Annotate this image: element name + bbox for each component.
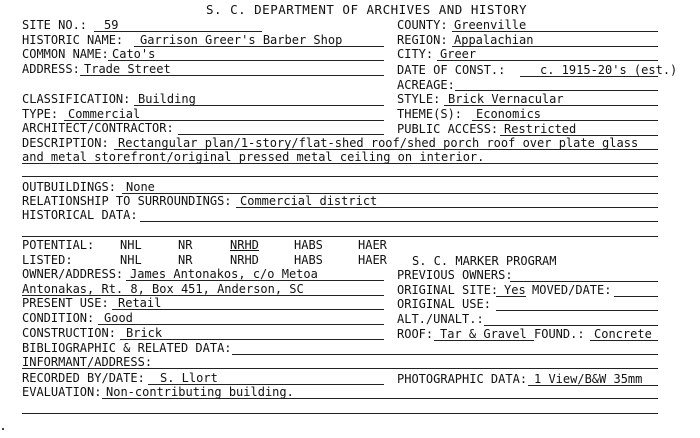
county-value: Greenville xyxy=(454,18,527,32)
common-name-label: COMMON NAME: xyxy=(22,47,109,61)
site-no-label: SITE NO.: xyxy=(22,18,88,32)
date-of-const-label: DATE OF CONST.: xyxy=(397,63,506,77)
alt-unalt-label: ALT./UNALT.: xyxy=(397,312,484,326)
historic-name-label: HISTORIC NAME: xyxy=(22,33,124,47)
potential-label: POTENTIAL: xyxy=(22,238,95,252)
informant-line xyxy=(22,368,658,369)
foundation-value: Concrete xyxy=(594,327,652,341)
photographic-value: 1 View/B&W 35mm xyxy=(534,372,643,386)
potential-nr: NR xyxy=(178,238,193,252)
owner-line-1: James Antonakos, c/o Metoa xyxy=(130,267,318,281)
form-title: S. C. DEPARTMENT OF ARCHIVES AND HISTORY xyxy=(206,2,528,17)
region-value: Appalachian xyxy=(454,33,534,47)
condition-label: CONDITION: xyxy=(22,311,95,325)
themes-line xyxy=(472,120,658,121)
alt-unalt-line xyxy=(484,325,658,326)
listed-nr: NR xyxy=(178,253,193,267)
site-no-line xyxy=(94,31,262,32)
public-access-label: PUBLIC ACCESS: xyxy=(397,122,499,136)
architect-label: ARCHITECT/CONTRACTOR: xyxy=(22,121,174,135)
listed-habs: HABS xyxy=(294,253,323,267)
historical-data-label: HISTORICAL DATA: xyxy=(22,208,138,222)
city-line xyxy=(437,60,658,61)
construction-value: Brick xyxy=(126,326,163,340)
original-site-value: Yes xyxy=(504,283,526,297)
region-label: REGION: xyxy=(397,33,448,47)
recorded-by-value: S. Llort xyxy=(160,371,218,385)
bibliographic-label: BIBLIOGRAPHIC & RELATED DATA: xyxy=(22,341,232,355)
listed-label: LISTED: xyxy=(22,253,73,267)
evaluation-label: EVALUATION: xyxy=(22,385,102,399)
historical-data-line-2 xyxy=(22,236,658,237)
owner-rule-1 xyxy=(126,280,384,281)
themes-value: Economics xyxy=(476,107,542,121)
construction-line xyxy=(120,339,384,340)
style-line xyxy=(444,105,658,106)
moved-date-line xyxy=(614,296,658,297)
original-use-line xyxy=(496,310,658,311)
moved-date-label: MOVED/DATE: xyxy=(532,283,612,297)
recorded-by-label: RECORDED BY/DATE: xyxy=(22,371,145,385)
outbuildings-label: OUTBUILDINGS: xyxy=(22,180,116,194)
relationship-line xyxy=(236,207,658,208)
relationship-label: RELATIONSHIP TO SURROUNDINGS: xyxy=(22,194,232,208)
potential-habs: HABS xyxy=(294,238,323,252)
roof-value: Tar & Gravel xyxy=(440,327,527,341)
original-site-line xyxy=(496,296,526,297)
foundation-label: FOUND.: xyxy=(534,327,585,341)
county-label: COUNTY: xyxy=(397,18,448,32)
site-no-value: 59 xyxy=(104,18,119,32)
date-of-const-value: c. 1915-20's (est.) xyxy=(540,63,678,77)
potential-nhl: NHL xyxy=(120,238,142,252)
evaluation-line xyxy=(102,398,658,399)
themes-label: THEME(S): xyxy=(397,107,463,121)
acreage-label: ACREAGE: xyxy=(397,78,455,92)
photographic-label: PHOTOGRAPHIC DATA: xyxy=(397,372,528,386)
region-line xyxy=(452,46,658,47)
historic-name-value: Garrison Greer's Barber Shop xyxy=(140,33,343,47)
acreage-line xyxy=(455,90,658,91)
condition-value: Good xyxy=(104,311,133,325)
classification-value: Building xyxy=(138,92,196,106)
condition-line xyxy=(98,324,384,325)
outbuildings-value: None xyxy=(126,180,155,194)
listed-haer: HAER xyxy=(358,253,387,267)
scan-speck xyxy=(2,428,4,430)
classification-label: CLASSIFICATION: xyxy=(22,92,131,106)
common-name-value: Cato's xyxy=(112,47,156,61)
owner-line-2: Antonakas, Rt. 8, Box 451, Anderson, SC xyxy=(22,282,304,296)
informant-label: INFORMANT/ADDRESS: xyxy=(22,355,153,369)
original-site-label: ORIGINAL SITE: xyxy=(397,283,499,297)
roof-label: ROOF: xyxy=(397,327,434,341)
roof-line xyxy=(434,340,534,341)
evaluation-value: Non-contributing building. xyxy=(106,385,294,399)
public-access-value: Restricted xyxy=(504,122,577,136)
description-line-1: Rectangular plan/1-story/flat-shed roof/shed porch roof over plate glass xyxy=(118,136,639,150)
address-value: Trade Street xyxy=(84,62,171,76)
present-use-label: PRESENT USE: xyxy=(22,296,109,310)
historic-name-line xyxy=(134,46,384,47)
previous-owners-line xyxy=(510,281,658,282)
listed-nrhd: NRHD xyxy=(230,253,259,267)
city-value: Greer xyxy=(440,47,477,61)
classification-line xyxy=(134,105,384,106)
construction-label: CONSTRUCTION: xyxy=(22,326,116,340)
type-value: Commercial xyxy=(68,107,141,121)
original-use-label: ORIGINAL USE: xyxy=(397,297,491,311)
potential-nrhd-marked: NRHD xyxy=(230,238,259,252)
description-line-2: and metal storefront/original pressed metal ceiling on interior. xyxy=(22,150,485,164)
county-line xyxy=(452,31,658,32)
evaluation-line-2 xyxy=(22,413,658,414)
potential-haer: HAER xyxy=(358,238,387,252)
present-use-line xyxy=(112,309,384,310)
description-label: DESCRIPTION: xyxy=(22,136,109,150)
date-of-const-line xyxy=(520,76,658,77)
architect-line xyxy=(178,134,384,135)
owner-label: OWNER/ADDRESS: xyxy=(22,267,124,281)
present-use-value: Retail xyxy=(118,296,162,310)
foundation-line xyxy=(590,340,658,341)
listed-nhl: NHL xyxy=(120,253,142,267)
description-rule-3 xyxy=(22,176,658,177)
previous-owners-label: PREVIOUS OWNERS: xyxy=(397,268,513,282)
address-line xyxy=(80,75,384,76)
style-value: Brick Vernacular xyxy=(448,92,564,106)
photographic-line xyxy=(528,385,658,386)
city-label: CITY: xyxy=(397,47,434,61)
common-name-line xyxy=(108,60,384,61)
description-rule-2 xyxy=(22,163,658,164)
style-label: STYLE: xyxy=(397,92,441,106)
historical-data-line xyxy=(140,221,658,222)
marker-program-heading: S. C. MARKER PROGRAM xyxy=(412,254,557,268)
relationship-value: Commercial district xyxy=(240,194,378,208)
address-label: ADDRESS: xyxy=(22,62,80,76)
bibliographic-line xyxy=(232,354,658,355)
type-label: TYPE: xyxy=(22,107,59,121)
